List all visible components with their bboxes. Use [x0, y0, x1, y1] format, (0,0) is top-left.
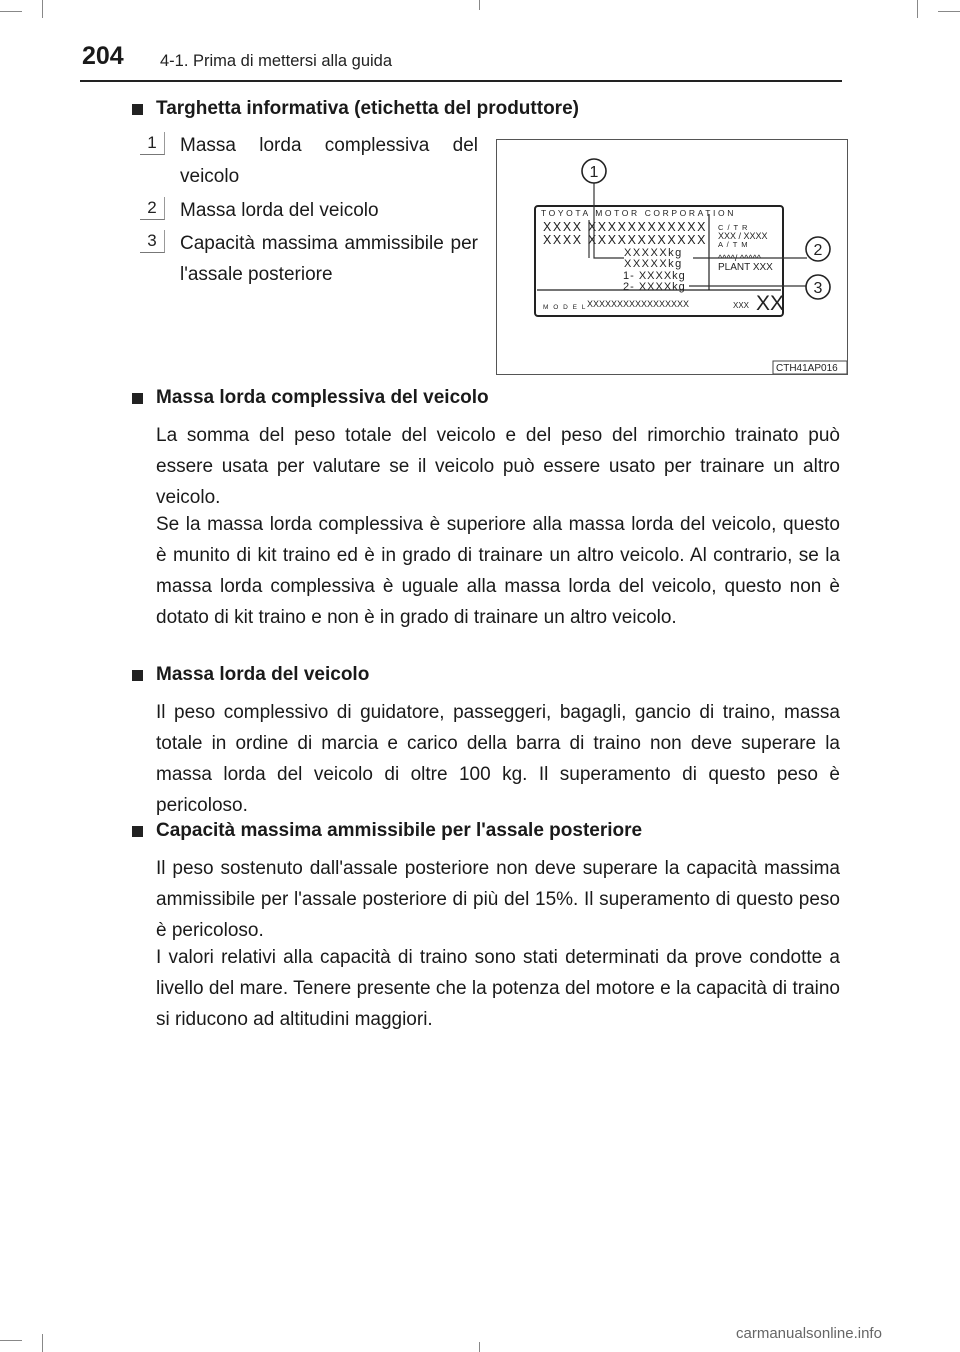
item-text: Capacità massima ammissibile per l'assale posteriore — [180, 233, 478, 285]
square-bullet-icon — [132, 670, 143, 681]
paragraph: I valori relativi alla capacità di traino sono stati determinati da prove condotte a livello del mare. Tenere presente che la potenza del motore e la capacità di traino si riducono ad altitudini maggiori. — [156, 947, 840, 1030]
label-suffix-small: XXX — [733, 301, 750, 310]
label-ctr: C / T R — [718, 223, 749, 232]
section-heading-text: Massa lorda complessiva del veicolo — [156, 387, 489, 408]
section-heading-text: Capacità massima ammissibile per l'assale posteriore — [156, 820, 643, 841]
label-mass-total: XXXXXkg — [624, 247, 683, 259]
crop-mark — [938, 11, 960, 12]
label-row2: XXXX XXXXXXXXXXXX — [543, 233, 708, 247]
label-maker: TOYOTA MOTOR CORPORATION — [541, 208, 736, 218]
label-ctr-value: XXX / XXXX — [718, 231, 768, 241]
figure-code: CTH41AP016 — [776, 363, 838, 374]
header-divider — [80, 80, 842, 82]
crop-mark — [479, 1342, 480, 1352]
square-bullet-icon — [132, 826, 143, 837]
watermark: carmanualsonline.info — [736, 1325, 882, 1342]
label-axle-2: 2- XXXXkg — [623, 281, 686, 293]
paragraph: Il peso sostenuto dall'assale posteriore non deve superare la capacità massima ammissibile per l'assale posteriore di più del 15%. Il superamento di questo peso è pericoloso. — [156, 858, 840, 941]
crop-mark — [917, 0, 918, 18]
item-number: 1 — [140, 132, 165, 155]
callout-number: 2 — [813, 242, 823, 259]
label-row1: XXXX XXXXXXXXXXXX — [543, 220, 708, 234]
item-text: Massa lorda complessiva del veicolo — [180, 135, 478, 187]
crop-mark — [42, 1334, 43, 1352]
square-bullet-icon — [132, 104, 143, 115]
label-model-value: XXXXXXXXXXXXXXXXX — [587, 299, 690, 309]
label-mass-vehicle: XXXXXkg — [624, 258, 683, 270]
label-suffix-big: XX — [756, 292, 785, 315]
section-heading-text: Targhetta informativa (etichetta del produttore) — [156, 98, 579, 119]
item-number: 2 — [140, 197, 165, 220]
label-plant: PLANT XXX — [718, 262, 773, 273]
item-number: 3 — [140, 230, 165, 253]
label-model-caption: M O D E L — [543, 304, 587, 311]
section-heading-text: Massa lorda del veicolo — [156, 664, 370, 685]
section-title: 4-1. Prima di mettersi alla guida — [160, 52, 393, 70]
crop-mark — [0, 1340, 22, 1341]
callout-number: 3 — [813, 280, 823, 297]
paragraph: Il peso complessivo di guidatore, passeggeri, bagagli, gancio di traino, massa totale in ordine di marcia e carico della barra di traino non deve superare la massa lorda del veicolo di oltre 100 kg. Il superamento di questo peso è pericoloso. — [156, 702, 840, 816]
square-bullet-icon — [132, 393, 143, 404]
item-text: Massa lorda del veicolo — [180, 200, 379, 221]
crop-mark — [42, 0, 43, 18]
crop-mark — [479, 0, 480, 10]
page-number: 204 — [82, 42, 124, 70]
label-codes: ^^^^/ ^^^^^ — [718, 253, 762, 263]
paragraph: La somma del peso totale del veicolo e del peso del rimorchio trainato può essere usata per valutare se il veicolo può essere usato per trainare un altro veicolo. — [156, 425, 840, 508]
paragraph: Se la massa lorda complessiva è superiore alla massa lorda del veicolo, questo è munito di kit traino ed è in grado di trainare un altro veicolo. Al contrario, se la massa lorda complessiva è uguale alla massa lorda del veicolo, questo non è dotato di kit traino e non è in grado di trainare un altro veicolo. — [156, 514, 840, 628]
callout-number: 1 — [589, 164, 599, 181]
crop-mark — [0, 11, 22, 12]
label-atm: A / T M — [718, 240, 749, 249]
label-axle-1: 1- XXXXkg — [623, 270, 686, 282]
manufacturer-label-figure — [496, 139, 848, 375]
